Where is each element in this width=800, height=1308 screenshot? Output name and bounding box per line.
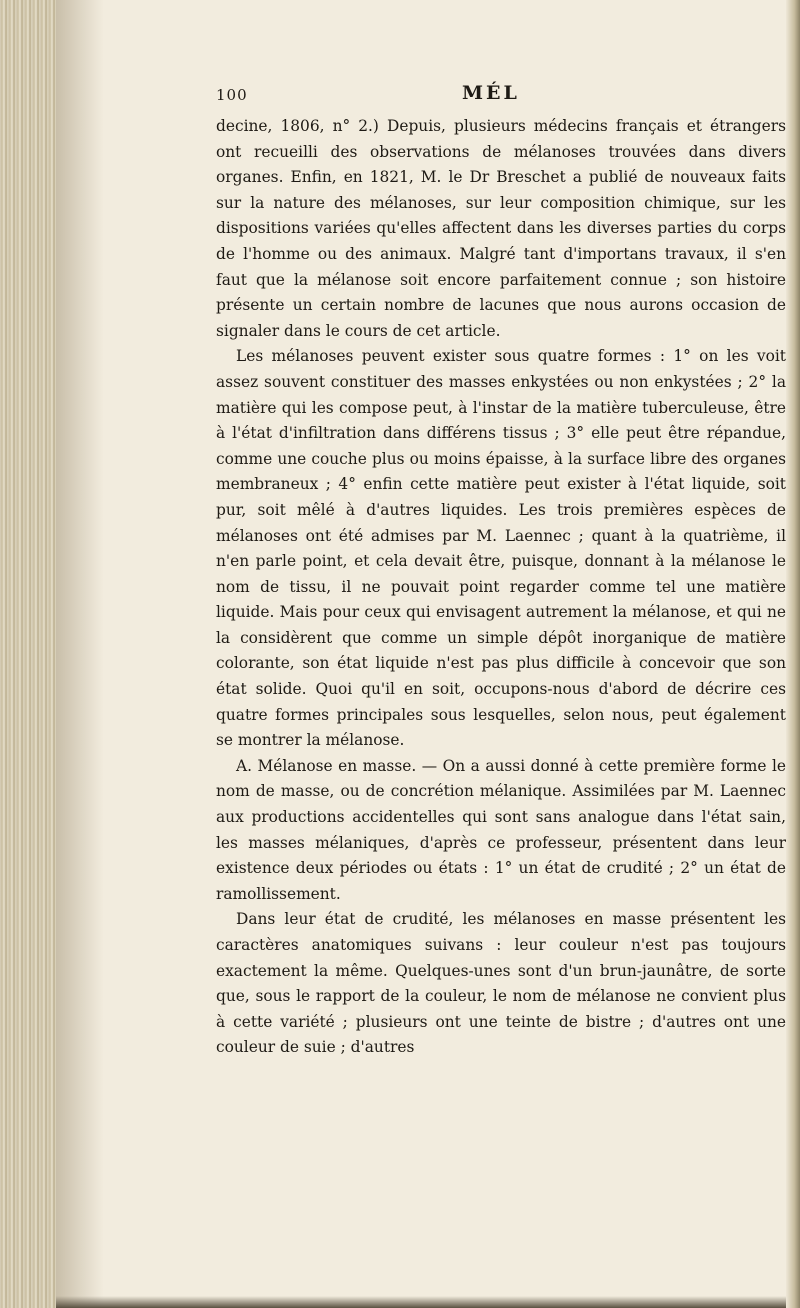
page-header	[216, 82, 786, 108]
paragraph: Les mélanoses peuvent exister sous quatre formes : 1° on les voit assez souvent constituer des masses enkystées ou non enkystées ; 2° la matière qui les compose peut, à l'instar de la matière tuberculeuse, être à l'état d'infiltration dans différens tissus ; 3° elle peut être répandue, comme une couche plus ou moins épaisse, à la surface libre des organes membraneux ; 4° enfin cette matière peut exister à l'état liquide, soit pur, soit mêlé à d'autres liquides. Les trois premières espèces de mélanoses ont été admises par M. Laennec ; quant à la quatrième, il n'en parle point, et cela devait être, puisque, donnant à la mélanose le nom de tissu, il ne pouvait point regarder comme tel une matière liquide. Mais pour ceux qui envisagent autrement la mélanose, et qui ne la considèrent que comme un simple dépôt inorganique de matière colorante, son état liquide n'est pas plus difficile à concevoir que son état solide. Quoi qu'il en soit, occupons-nous d'abord de décrire ces quatre formes principales sous lesquelles, selon nous, peut également se montrer la mélanose.	[216, 347, 786, 750]
book-page	[216, 82, 786, 1061]
gutter-shadow	[56, 0, 104, 1308]
book-gutter	[0, 0, 56, 1308]
bottom-edge	[56, 1296, 786, 1308]
running-head: MÉL	[462, 82, 520, 104]
page-number: 100	[216, 86, 248, 104]
paragraph: decine, 1806, n° 2.) Depuis, plusieurs médecins français et étrangers ont recueilli des observations de mélanoses trouvées dans divers organes. Enfin, en 1821, M. le Dr Breschet a publié de nouveaux faits sur la nature des mélanoses, sur leur composition chimique, sur les dispositions variées qu'elles affectent dans les diverses parties du corps de l'homme ou des animaux. Malgré tant d'importans travaux, il s'en faut que la mélanose soit encore parfaitement connue ; son histoire présente un certain nombre de lacunes que nous aurons occasion de signaler dans le cours de cet article.	[216, 117, 786, 340]
paragraph: Dans leur état de crudité, les mélanoses en masse présentent les caractères anatomiques suivans : leur couleur n'est pas toujours exactement la même. Quelques-unes sont d'un brun-jaunâtre, de sorte que, sous le rapport de la couleur, le nom de mélanose ne convient plus à cette variété ; plusieurs ont une teinte de bistre ; d'autres ont une couleur de suie ; d'autres	[216, 910, 786, 1057]
page-body	[216, 114, 786, 1061]
paragraph: A. Mélanose en masse. — On a aussi donné à cette première forme le nom de masse, ou de concrétion mélanique. Assimilées par M. Laennec aux productions accidentelles qui sont sans analogue dans l'état sain, les masses mélaniques, d'après ce professeur, présentent dans leur existence deux périodes ou états : 1° un état de crudité ; 2° un état de ramollissement.	[216, 756, 786, 903]
page-edge	[786, 0, 800, 1308]
